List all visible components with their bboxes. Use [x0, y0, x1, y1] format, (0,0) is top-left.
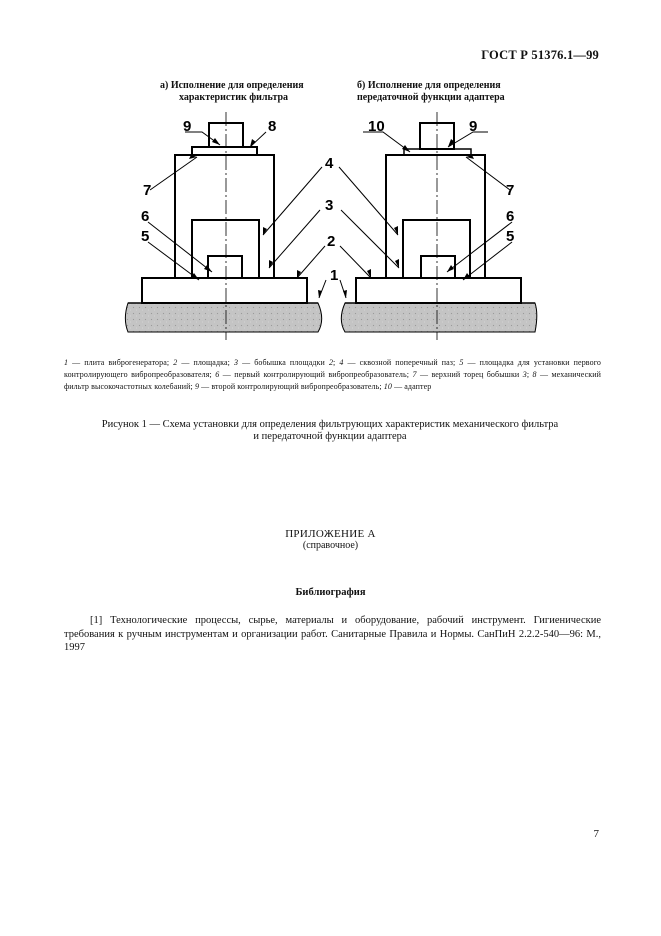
appendix-title: ПРИЛОЖЕНИЕ А — [285, 528, 376, 540]
appendix-subtitle: (справочное) — [302, 540, 359, 551]
bibliography-entry: [1] Технологические процессы, сырье, материалы и оборудование, рабочий инструмент. Гигиенические требования к ручным инструментам и организации работ. Санитарные Правила и Нормы. СанПиН 2.2.2-540—96: М., 1997 — [64, 615, 601, 653]
legend-item-text: — верхний торец бобышки — [416, 370, 523, 379]
label-9-left: 9 — [183, 118, 192, 135]
platform-left — [142, 278, 307, 303]
legend-item-text: — площадка для установки первого контролирующего вибропреобразователя; — [64, 358, 601, 379]
label-1: 1 — [330, 267, 339, 284]
figure-caption-b-line2: передаточной функции адаптера — [357, 92, 505, 103]
legend-item-number: 2 — [328, 358, 334, 367]
label-9-right: 9 — [469, 118, 478, 135]
vibrator-plate-right — [341, 303, 537, 332]
legend-item-text: — бобышка площадки — [238, 358, 329, 367]
figure-caption-a-line2: характеристик фильтра — [179, 92, 289, 103]
legend-item-text: — площадка; — [177, 358, 234, 367]
figure-caption — [60, 419, 600, 443]
legend-item-number: 3 — [522, 370, 527, 379]
label-8: 8 — [268, 118, 277, 135]
legend-item-number: 5 — [459, 358, 464, 367]
transducer-6-left — [208, 256, 242, 278]
label-7-right: 7 — [506, 182, 515, 199]
platform-right — [356, 278, 521, 303]
slot-left — [192, 220, 259, 278]
legend-item-number: 7 — [412, 370, 417, 379]
legend-item-number: 1 — [64, 358, 69, 367]
legend-item-text: — второй контролирующий вибропреобразователь; — [199, 382, 384, 391]
filter-8 — [192, 147, 257, 155]
legend-item-text: — адаптер — [391, 382, 432, 391]
legend-item-text: — плита виброгенератора; — [68, 358, 174, 367]
legend-item-number: 4 — [339, 358, 344, 367]
label-10: 10 — [368, 118, 385, 135]
legend-item-text: — сквозной поперечный паз; — [343, 358, 460, 367]
legend-item-number: 6 — [215, 370, 220, 379]
legend-item-number: 2 — [173, 358, 178, 367]
label-6-right: 6 — [506, 208, 515, 225]
legend-item-text: — первый контролирующий вибропреобразователь; — [219, 370, 413, 379]
label-6-left: 6 — [141, 208, 150, 225]
document-header: ГОСТ Р 51376.1—99 — [481, 48, 599, 62]
label-2: 2 — [327, 233, 336, 250]
slot-right — [403, 220, 470, 278]
legend-item-number: 8 — [532, 370, 537, 379]
figure-legend — [64, 357, 601, 393]
bibliography-title: Библиография — [295, 587, 366, 598]
label-3: 3 — [325, 197, 334, 214]
figure-caption-b-line1: б) Исполнение для определения — [357, 80, 501, 91]
setup-diagram — [0, 100, 661, 350]
vibrator-plate-left — [125, 303, 321, 332]
figure-caption-line1: Рисунок 1 — Схема установки для определения фильтрующих характеристик механического фильтра — [101, 419, 559, 430]
label-7-left: 7 — [143, 182, 152, 199]
legend-item-number: 9 — [194, 382, 200, 391]
legend-item-number: 10 — [383, 382, 392, 391]
legend-item-text: — механический фильтр высокочастотных колебаний; — [64, 370, 601, 391]
legend-item-number: 3 — [233, 358, 239, 367]
label-5-left: 5 — [141, 228, 150, 245]
figure-caption-a-line1: а) Исполнение для определения — [160, 80, 304, 91]
label-5-right: 5 — [506, 228, 515, 245]
label-4: 4 — [325, 155, 334, 172]
legend-item-text: ; — [526, 370, 533, 379]
figure-caption-line2: и передаточной функции адаптера — [253, 431, 407, 442]
page-number: 7 — [593, 828, 599, 840]
legend-item-text: ; — [333, 358, 340, 367]
